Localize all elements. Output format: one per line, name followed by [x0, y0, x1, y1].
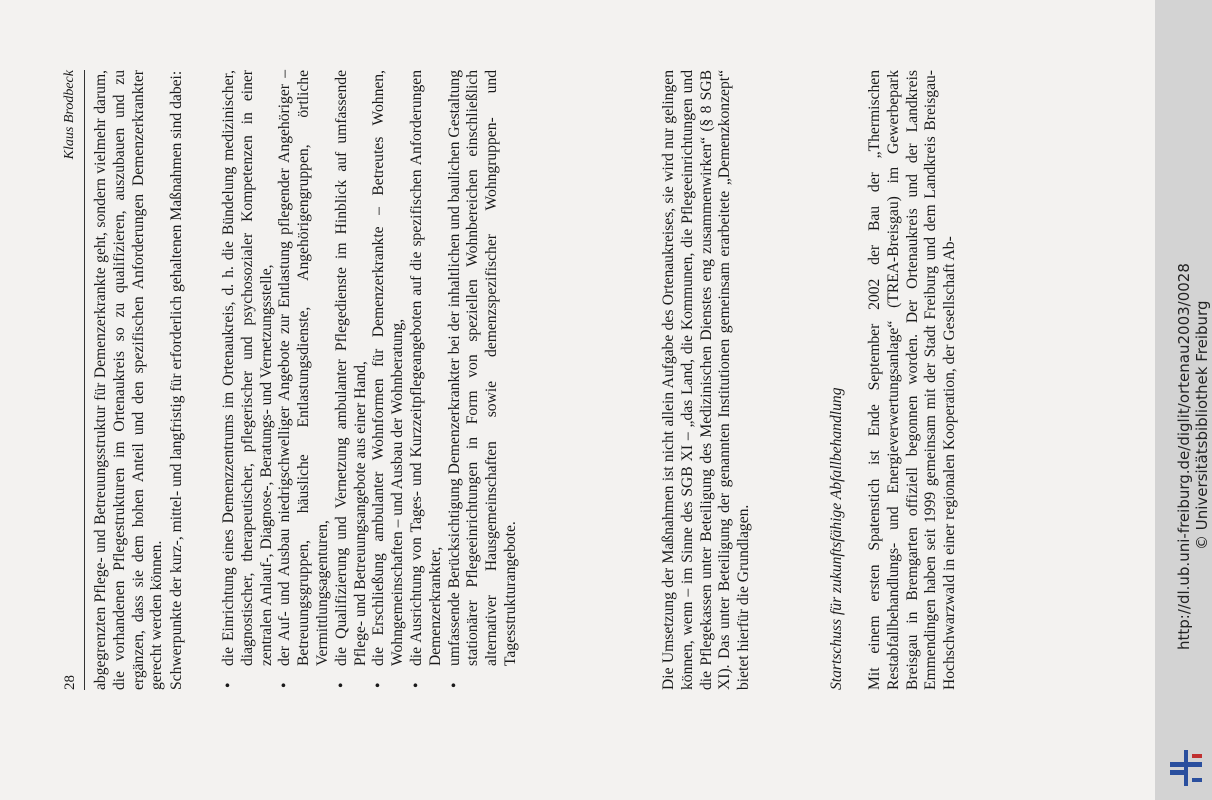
source-url-link[interactable]: http://dl.ub.uni-freiburg.de/diglit/ortenau2003/0028 — [1175, 263, 1193, 650]
list-item: • die Qualifizierung und Vernetzung ambulanter Pflegedienste im Hinblick auf umfassende Pflege- und Betreuungsangebote aus einer Hand, — [333, 70, 371, 690]
rotated-page-content — [60, 70, 1060, 690]
running-head-author: Klaus Brodbeck — [62, 70, 77, 160]
copyright-notice: © Universitätsbibliothek Freiburg — [1193, 300, 1211, 550]
list-item: • die Erschließung ambulanter Wohnformen für Demenzerkrankte – Betreutes Wohnen, Wohngemeinschaften – und Ausbau der Wohnberatung, — [370, 70, 408, 690]
page-header — [60, 70, 85, 690]
list-item: • umfassende Berücksichtigung Demenzerkrankter bei der inhaltlichen und baulichen Gestaltung stationärer Pflegeeinrichtungen in Form von speziellen Wohnbereichen einschließlich alternativer Hausgemeinschaften sowie demenzspezifischer Wohngruppen- und Tagesstrukturangebote. — [446, 70, 521, 690]
list-item: • der Auf- und Ausbau niedrigschwelliger Angebote zur Entlastung pflegender Angehöriger – Betreuungsgruppen, häusliche Entlastungsdienste, Angehörigengruppen, örtliche Vermittlungsagenturen, — [276, 70, 332, 690]
paragraph-intro: abgegrenzten Pflege- und Betreuungsstruktur für Demenzerkrankte geht, sondern vielmehr darum, die vorhandenen Pflegestrukturen im Ortenaukreis so zu qualifizieren, auszubauen und zu ergänzen, dass sie dem hohen Anteil und den spezifischen Anforderungen Demenzerkrankter gerecht werden können. — [92, 70, 166, 690]
measures-list — [220, 70, 521, 690]
section-heading: Startschuss für zukunftsfähige Abfallbehandlung — [828, 387, 845, 690]
side-strip — [1155, 0, 1212, 800]
page-number: 28 — [62, 675, 78, 690]
list-item: • die Einrichtung eines Demenzzentrums im Ortenaukreis, d. h. die Bündelung medizinischer, diagnostischer, therapeutischer, pflegerischer und psychosozialer Kompetenzen in einer zentralen Anlauf-, Diagnose-, Beratungs- und Vernetzungsstelle, — [220, 70, 276, 690]
paragraph-implementation: Die Umsetzung der Maßnahmen ist nicht allein Aufgabe des Ortenaukreises, sie wird nur gelingen können, wenn – im Sinne des SGB XI – „das Land, die Kommunen, die Pflegeeinrichtungen und die Pflegekassen unter Beteiligung des Medizinischen Dienstes eng zusammenwirken“ (§ 8 SGB XI). Das unter Beteiligung der genannten Institutionen gemeinsam erarbeitete „Demenzkonzept“ bietet hierfür die Grundlagen. — [660, 70, 753, 690]
paragraph-trea: Mit einem ersten Spatenstich ist Ende September 2002 der Bau der „Thermischen Restabfallbehandlungs- und Energieverwertungsanlage“ (TREA-Breisgau) im Gewerbepark Breisgau in Bremgarten offiziell begonnen worden. Der Ortenaukreis und der Landkreis Emmendingen haben seit 1999 gemeinsam mit der Stadt Freiburg und dem Landkreis Breisgau-Hochschwarzwald in einer regionalen Kooperation, der Gesellschaft Ab- — [866, 70, 959, 690]
paragraph-measures: Schwerpunkte der kurz-, mittel- und langfristig für erforderlich gehaltenen Maßnahmen sind dabei: — [168, 70, 185, 690]
ub-freiburg-logo-icon — [1166, 748, 1206, 788]
list-item: • die Ausrichtung von Tages- und Kurzzeitpflegeangeboten auf die spezifischen Anforderungen Demenzerkrankter, — [408, 70, 446, 690]
